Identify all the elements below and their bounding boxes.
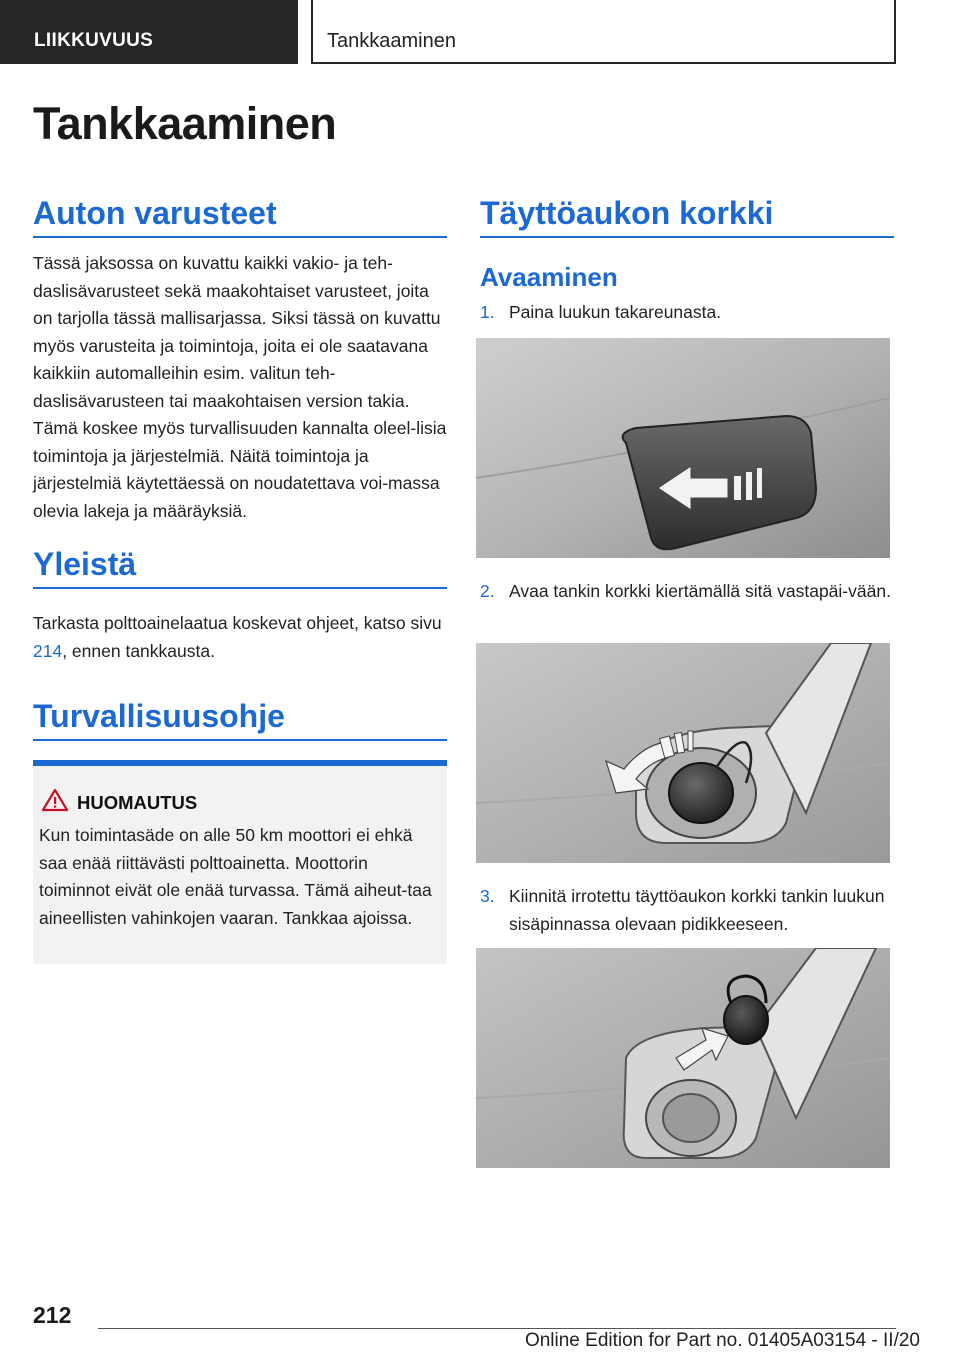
warning-triangle-icon [41,788,69,812]
header-chapter-tab: Tankkaaminen [311,0,896,64]
subheading-avaaminen: Avaaminen [480,262,618,292]
photo-attach-cap [476,948,890,1168]
step-text: Avaa tankin korkki kiertämällä sitä vastapäi-vään. [509,581,891,601]
step-3 [480,883,892,938]
page-title: Tankkaaminen [33,98,337,149]
step-2 [480,578,892,606]
step-1 [480,299,892,327]
footer-divider [98,1328,896,1329]
warning-title: HUOMAUTUS [77,792,198,813]
heading-turvallisuusohje: Turvallisuusohje [33,698,447,741]
equipment-text: Tässä jaksossa on kuvattu kaikki vakio- ja teh-daslisävarusteet sekä maakohtaiset varusteet, joita on tarjolla tässä mallisarjassa. Siksi tässä on kuvattu myös varusteita ja toimintoja, joita ei ole saatavana kaikkiin automalleihin esim. valitun teh-daslisävarusteen tai maakohtaisen version takia. Tämä koskee myös turvallisuuden kannalta oleel-lisia toimintoja ja järjestelmiä. Näitä toimintoja ja järjestelmiä käytettäessä on noudatettava voi-massa olevia lakeja ja määräyksiä. [33,253,447,521]
heading-taytoaukon-korkki: Täyttöaukon korkki [480,195,894,238]
warning-text: Kun toimintasäde on alle 50 km moottori ei ehkä saa enää riittävästi polttoainetta. Moottorin toiminnot eivät ole enää turvassa. Tämä aiheut-taa aineellisten vahinkojen vaaran. Tankkaa ajoissa. [39,825,432,928]
warning-box [33,760,447,964]
step-number: 1. [480,302,495,322]
page-ref-link[interactable]: 214 [33,640,63,661]
heading-yleista: Yleistä [33,546,447,589]
header-section-tab: LIIKKUVUUS [0,0,298,64]
photo-turn-cap [476,643,890,863]
footer-edition: Online Edition for Part no. 01405A03154 - II/20 [524,1330,920,1351]
page-number: 212 [33,1302,72,1328]
step-number: 3. [480,886,495,906]
step-text: Kiinnitä irrotettu täyttöaukon korkki tankin luukun sisäpinnassa olevaan pidikkeeseen. [509,886,885,934]
general-text-before: Tarkasta polttoainelaatua koskevat ohjeet, katso sivu [33,613,442,633]
general-text-after: , ennen tankkausta. [62,640,215,661]
step-number: 2. [480,581,495,601]
heading-auton-varusteet: Auton varusteet [33,195,447,238]
general-text [33,610,447,665]
step-text: Paina luukun takareunasta. [509,302,722,322]
photo-press-flap [476,338,890,558]
